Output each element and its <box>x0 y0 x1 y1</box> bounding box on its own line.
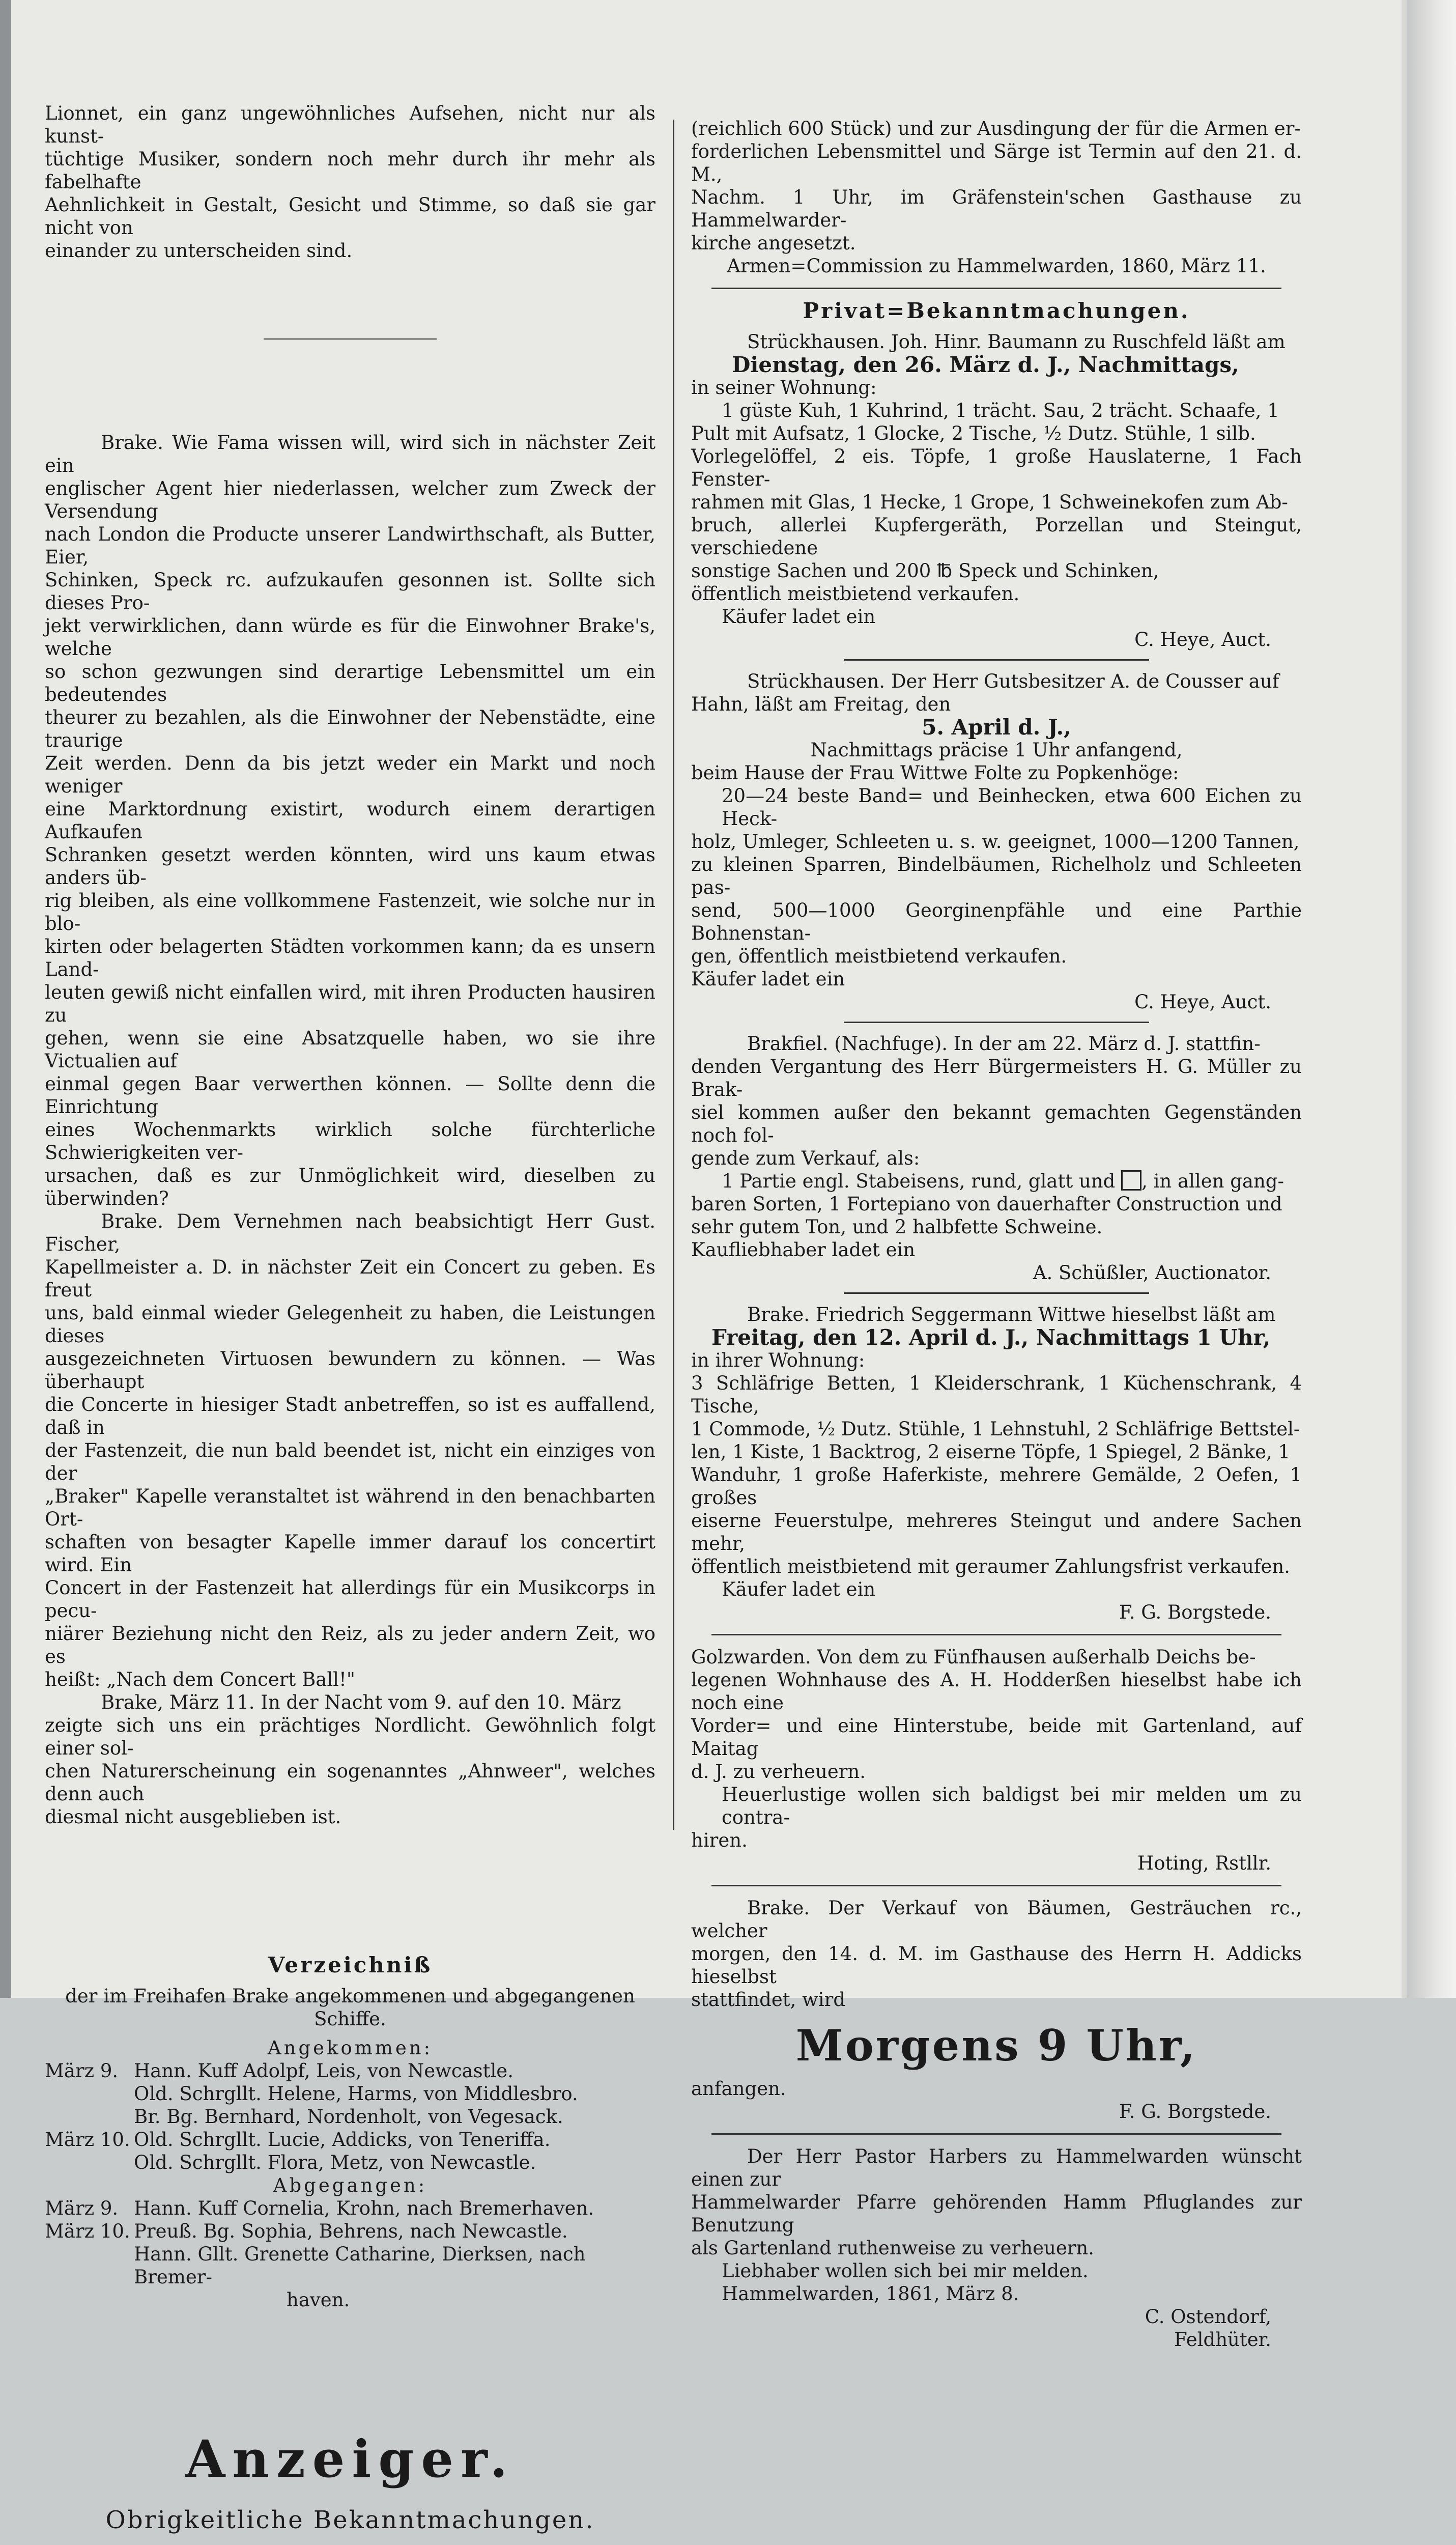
separator <box>711 1885 1281 1886</box>
private-notices-title: Privat=Bekanntmachungen. <box>803 298 1190 323</box>
ship-row: Br. Bg. Bernhard, Nordenholt, von Vegesack. <box>134 2106 563 2128</box>
separator <box>264 338 437 340</box>
anzeiger-title: Anzeiger. <box>185 2429 515 2489</box>
article-nordlicht: Brake, März 11. In der Nacht vom 9. auf den 10. März zeigte sich uns ein prächtiges Nordlicht. Gewöhnlich folgt einer sol- chen Naturerscheinung ein sogenanntes „Ahnweer", welches denn auch diesmal nicht ausgeblieben ist. <box>45 1691 655 1828</box>
arrivals-label: Angekommen: <box>267 2037 433 2059</box>
ship-row: März 10. Old. Schrgllt. Lucie, Addicks, von Teneriffa. <box>45 2129 551 2151</box>
square-symbol <box>1121 1170 1141 1191</box>
scan-left-edge <box>0 0 11 1998</box>
article-fischer: Brake. Dem Vernehmen nach beabsichtigt Herr Gust. Fischer, Kapellmeister a. D. in nächster Zeit ein Concert zu geben. Es freut uns, bald einmal wieder Gelegenheit zu haben, die Leistungen dieses ausgezeichneten Virtuosen bewundern zu können. — Was überhaupt die Concerte in hiesiger Stadt anbetreffen, so ist es auffallend, daß in der Fastenzeit, die nun bald beendet ist, nicht ein einziges von der „Braker" Kapelle veranstaltet ist während in den benachbarten Ort- schaften von besagter Kapelle immer darauf los concertirt wird. Ein Concert in der Fastenzeit hat allerdings für ein Musikcorps in pecu- niärer Beziehung nicht den Reiz, als zu jeder andern Zeit, wo es heißt: „Nach dem Concert Ball!" <box>45 1210 655 1690</box>
article-armen-continued: (reichlich 600 Stück) und zur Ausdingung der für die Armen er- forderlichen Lebensmittel und Särge ist Termin auf den 21. d. M., Nachm. 1 Uhr, im Gräfenstein'schen Gasthause zu Hammelwarder- kirche angesetzt. Armen=Commission zu Hammelwarden, 1860, März 11. <box>691 118 1302 277</box>
official-notices-title: Obrigkeitliche Bekanntmachungen. <box>105 2506 595 2534</box>
page-edge <box>1407 0 1456 1998</box>
ad-baumann: Strückhausen. Joh. Hinr. Baumann zu Ruschfeld läßt am Dienstag, den 26. März d. J., Nachmittags, in seiner Wohnung: 1 güste Kuh, 1 Kuhrind, 1 trächt. Sau, 2 trächt. Schaafe, 1 Pult mit Aufsatz, 1 Glocke, 2 Tische, ½ Dutz. Stühle, 1 silb. Vorlegelöffel, 2 eis. Töpfe, 1 große Hauslaterne, 1 Fach Fenster- rahmen mit Glas, 1 Hecke, 1 Grope, 1 Schweinekofen zum Ab- bruch, allerlei Kupfergeräth, Porzellan und Steingut, verschiedene sonstige Sachen und 200 ℔ Speck und Schinken, öffentlich meistbietend verkaufen. Käufer ladet ein C. Heye, Auct. <box>691 331 1302 651</box>
signature: F. G. Borgstede. <box>1119 1601 1271 1623</box>
ad-harbers: Der Herr Pastor Harbers zu Hammelwarden wünscht einen zur Hammelwarder Pfarre gehörenden Hamm Pfluglandes zur Benutzung als Gartenland ruthenweise zu verheuern. Liebhaber wollen sich bei mir melden. Hammelwarden, 1861, März 8. C. Ostendorf, Feldhüter. <box>691 2145 1302 2351</box>
departures-label: Abgegangen: <box>273 2174 427 2196</box>
separator <box>844 1292 1149 1294</box>
ship-row: Old. Schrgllt. Helene, Harms, von Middlesbro. <box>134 2083 578 2105</box>
left-column <box>45 102 655 2545</box>
separator <box>711 1634 1281 1635</box>
article-lionnet: Lionnet, ein ganz ungewöhnliches Aufsehen, nicht nur als kunst- tüchtige Musiker, sondern noch mehr durch ihr mehr als fabelhafte Aehnlichkeit in Gestalt, Gesicht und Stimme, so daß sie gar nicht von einander zu unterscheiden sind. <box>45 102 655 262</box>
right-column <box>691 117 1302 2351</box>
ad-hodderssen: Golzwarden. Von dem zu Fünfhausen außerhalb Deichs be- legenen Wohnhause des A. H. Hodderßen hieselbst habe ich noch eine Vorder= und eine Hinterstube, beide mit Gartenland, auf Maitag d. J. zu verheuern. Heuerlustige wollen sich baldigst bei mir melden um zu contra- hiren. Hoting, Rstllr. <box>691 1646 1302 1874</box>
article-fama: Brake. Wie Fama wissen will, wird sich in nächster Zeit ein englischer Agent hier niederlassen, welcher zum Zweck der Versendung nach London die Producte unserer Landwirthschaft, als Butter, Eier, Schinken, Speck rc. aufzukaufen gesonnen ist. Sollte sich dieses Pro- jekt verwirklichen, dann würde es für die Einwohner Brake's, welche so schon gezwungen sind derartige Lebensmittel um ein bedeutendes theurer zu bezahlen, als die Einwohner der Nebenstädte, eine traurige Zeit werden. Denn da bis jetzt weder ein Markt und noch weniger eine Marktordnung existirt, wodurch einem derartigen Aufkaufen Schranken gesetzt werden könnten, wird uns kaum etwas anders üb- rig bleiben, als eine vollkommene Fastenzeit, wie solche nur in blo- kirten oder belagerten Städten vorkommen kann; da es unsern Land- leuten gewiß nicht einfallen wird, mit ihren Producten hausiren zu gehen, wenn sie eine Absatzquelle haben, wo sie ihre Victualien auf einmal gegen Baar verwerthen können. — Sollte denn die Einrichtung eines Wochenmarkts wirklich solche fürchterliche Schwierigkeiten ver- ursachen, daß es zur Unmöglichkeit wird, dieselben zu überwinden? <box>45 432 655 1209</box>
separator <box>711 288 1281 289</box>
column-rule <box>673 120 674 1830</box>
ad-mueller: Brakfiel. (Nachfuge). In der am 22. März d. J. stattfin- denden Vergantung des Herr Bürgermeisters H. G. Müller zu Brak- siel kommen außer den bekannt gemachten Gegenständen noch fol- gende zum Verkauf, als: 1 Partie engl. Stabeisens, rund, glatt und , in allen gang- baren Sorten, 1 Fortepiano von dauerhafter Construction und sehr gutem Ton, und 2 halbfette Schweine. Kaufliebhaber ladet ein A. Schüßler, Auctionator. <box>691 1033 1302 1284</box>
ship-row: Old. Schrgllt. Flora, Metz, von Newcastle. <box>134 2152 536 2173</box>
signature: Hoting, Rstllr. <box>1137 1852 1271 1874</box>
ship-row: März 10. Preuß. Bg. Sophia, Behrens, nach Newcastle. <box>45 2220 568 2242</box>
ship-row: März 9. Hann. Kuff Adolpf, Leis, von Newcastle. <box>45 2060 513 2082</box>
separator <box>844 1022 1149 1023</box>
separator <box>844 659 1149 661</box>
register-title: Verzeichniß <box>268 1953 433 1977</box>
ship-register <box>45 1954 655 2311</box>
signature: C. Heye, Auct. <box>1134 629 1271 651</box>
time-banner: Morgens 9 Uhr, <box>795 2020 1197 2071</box>
signature: F. G. Borgstede. <box>1119 2101 1271 2123</box>
register-subtitle: der im Freihafen Brake angekommenen und abgegangenen Schiffe. <box>65 1985 635 2030</box>
ship-row: Hann. Gllt. Grenette Catharine, Dierksen, nach Bremer- <box>134 2243 586 2288</box>
signature: C. Heye, Auct. <box>1134 991 1271 1013</box>
ad-seggermann: Brake. Friedrich Seggermann Wittwe hieselbst läßt am Freitag, den 12. April d. J., Nachmittags 1 Uhr, in ihrer Wohnung: 3 Schläfrige Betten, 1 Kleiderschrank, 1 Küchenschrank, 4 Tische, 1 Commode, ½ Dutz. Stühle, 1 Lehnstuhl, 2 Schläfrige Bettstel- len, 1 Kiste, 1 Backtrog, 2 eiserne Töpfe, 1 Spiegel, 2 Bänke, 1 Wanduhr, 1 große Haferkiste, mehrere Gemälde, 2 Oefen, 1 großes eiserne Feuerstulpe, mehreres Steingut und andere Sachen mehr, öffentlich meistbietend mit geraumer Zahlungsfrist verkaufen. Käufer ladet ein F. G. Borgstede. <box>691 1304 1302 1623</box>
ship-row: haven. <box>287 2289 350 2311</box>
signature: A. Schüßler, Auctionator. <box>1033 1262 1271 1284</box>
signature: C. Ostendorf, <box>1145 2306 1271 2328</box>
signature-title: Feldhüter. <box>1174 2329 1271 2351</box>
armen-signature: Armen=Commission zu Hammelwarden, 1860, März 11. <box>727 255 1266 277</box>
separator <box>711 2133 1281 2135</box>
ship-row: März 9. Hann. Kuff Cornelia, Krohn, nach Bremerhaven. <box>45 2197 594 2219</box>
ad-addicks: Brake. Der Verkauf von Bäumen, Gesträuchen rc., welcher morgen, den 14. d. M. im Gasthause des Herrn H. Addicks hieselbst stattfindet, wird Morgens 9 Uhr, anfangen. F. G. Borgstede. <box>691 1897 1302 2123</box>
ad-cousser: Strückhausen. Der Herr Gutsbesitzer A. de Cousser auf Hahn, läßt am Freitag, den 5. April d. J., Nachmittags präcise 1 Uhr anfangend, beim Hause der Frau Wittwe Folte zu Popkenhöge: 20—24 beste Band= und Beinhecken, etwa 600 Eichen zu Heck- holz, Umleger, Schleeten u. s. w. geeignet, 1000—1200 Tannen, zu kleinen Sparren, Bindelbäumen, Richelholz und Schleeten pas- send, 500—1000 Georginenpfähle und eine Parthie Bohnenstan- gen, öffentlich meistbietend verkaufen. Käufer ladet ein C. Heye, Auct. <box>691 670 1302 1013</box>
